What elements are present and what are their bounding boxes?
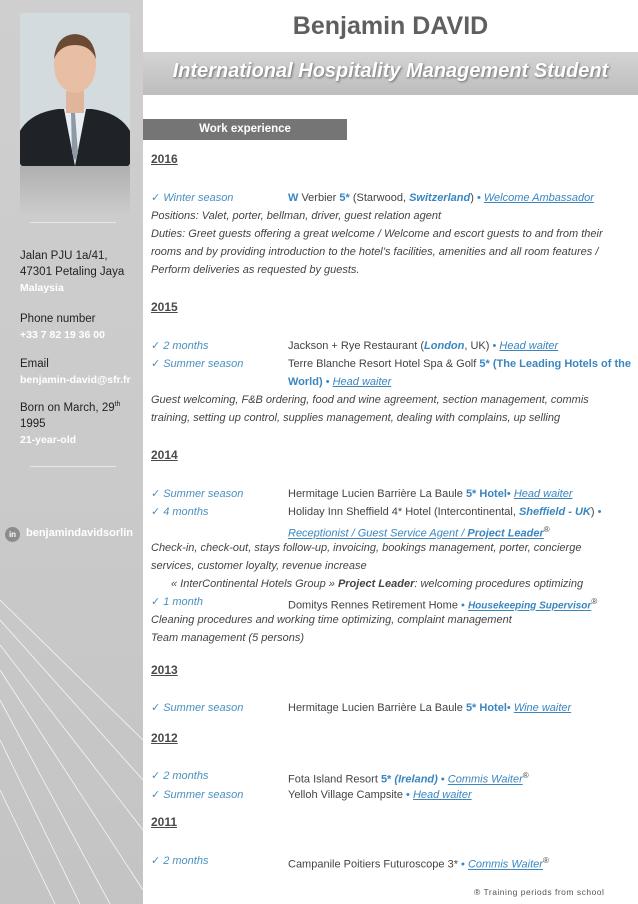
place-stars: 5*: [380, 773, 392, 786]
role-link-project-leader[interactable]: Project Leader: [467, 527, 544, 540]
place-detail: (Starwood,: [349, 192, 410, 204]
bullet-icon: •: [325, 376, 330, 388]
entry-period: [151, 503, 208, 521]
phone-block: [20, 311, 105, 343]
place-prefix: W: [288, 192, 299, 204]
entry-place: [288, 337, 631, 355]
check-icon: ✓: [151, 340, 161, 352]
entry-period: [151, 337, 208, 355]
year-2011: 2011: [151, 815, 178, 829]
role-link[interactable]: Head waiter: [332, 376, 392, 388]
place-city: London: [424, 340, 465, 352]
bullet-icon: •: [406, 789, 410, 801]
photo-reflection: [20, 166, 130, 216]
role-link[interactable]: Commis Waiter: [467, 858, 543, 871]
entry-place: [288, 355, 631, 391]
place-stars: 5* Hotel: [465, 702, 507, 714]
place-name: Campanile Poitiers Futuroscope 3*: [288, 858, 462, 871]
age: 21-year-old: [20, 433, 77, 446]
birth-date: [20, 397, 120, 416]
period-text: Summer season: [163, 488, 244, 500]
bullet-icon: •: [476, 192, 481, 204]
place-detail: (The Leading Hotels of the World): [288, 358, 631, 388]
birth-sup: th: [114, 401, 121, 408]
entry-period: [151, 786, 243, 804]
school-training-icon: ®: [591, 597, 598, 606]
role-link[interactable]: Welcome Ambassador: [483, 192, 594, 204]
bullet-icon: •: [440, 773, 445, 786]
entry-place: [288, 189, 631, 207]
address-line-2: 47301 Petaling Jaya: [20, 266, 125, 278]
check-icon: ✓: [151, 358, 161, 370]
role-link[interactable]: Head waiter: [412, 789, 472, 801]
role-link[interactable]: Housekeeping Supervisor: [467, 600, 592, 612]
candidate-name: Benjamin DAVID: [292, 12, 489, 40]
bullet-icon: •: [506, 488, 511, 500]
period-text: Summer season: [163, 702, 244, 714]
year-2015: 2015: [151, 300, 178, 314]
check-icon: ✓: [151, 596, 161, 608]
entry-description: Duties: Greet guests offering a great welcome / Welcome and escort guests to and from their rooms and by providing introduction to the hotel’s facilities, amenities and all room features / Perform deliveries as requested by guests.: [151, 228, 603, 276]
place-stars: 5* Hotel: [465, 488, 507, 500]
address-line-1: Jalan PJU 1a/41,: [20, 250, 108, 262]
entry-description: [171, 575, 638, 593]
place-stars: 5*: [339, 192, 350, 204]
email-value[interactable]: benjamin-david@sfr.fr: [20, 374, 131, 386]
address-block: [20, 248, 124, 296]
place-city: Sheffield - UK: [518, 506, 591, 518]
check-icon: ✓: [151, 488, 161, 500]
bullet-icon: •: [461, 858, 465, 871]
place-country: (Ireland): [391, 773, 441, 786]
place-name: Jackson + Rye Restaurant (: [288, 340, 425, 352]
year-2014: 2014: [151, 448, 178, 462]
period-text: Summer season: [163, 358, 244, 370]
entry-description: Team management (5 persons): [151, 632, 305, 644]
entry-period: [151, 355, 243, 373]
birth-text: Born on March, 29: [20, 401, 115, 414]
section-tab-work-experience: Work experience: [143, 119, 347, 140]
check-icon: ✓: [151, 770, 161, 782]
place-name: Hermitage Lucien Barrière La Baule: [288, 488, 466, 500]
bullet-icon: •: [461, 599, 465, 612]
divider: [30, 222, 116, 223]
place-country: Switzerland: [409, 192, 471, 204]
sidebar: [0, 0, 143, 904]
place-name: Hermitage Lucien Barrière La Baule: [288, 702, 466, 714]
bullet-icon: •: [597, 506, 602, 518]
entry-place: [288, 485, 631, 503]
bullet-icon: •: [492, 340, 497, 352]
school-training-icon: ®: [543, 525, 550, 534]
entry-description: Check-in, check-out, stays follow-up, invoicing, bookings management, porter, concierge services, customer loyalty, revenue increase: [151, 542, 582, 572]
school-training-icon: ®: [542, 856, 549, 865]
role-link[interactable]: Receptionist / Guest Service Agent /: [288, 527, 468, 540]
year-2013: 2013: [151, 663, 178, 677]
entry-period: [151, 189, 233, 207]
role-link[interactable]: Head waiter: [513, 488, 573, 500]
period-text: 4 months: [163, 506, 209, 518]
place-name: Holiday Inn Sheffield 4* Hotel (Intercontinental,: [288, 506, 519, 518]
linkedin-icon[interactable]: in: [5, 527, 20, 542]
place-name: Domitys Rennes Retirement Home: [288, 599, 462, 612]
role-link[interactable]: Wine waiter: [513, 702, 572, 714]
candidate-title: International Hospitality Management Student: [172, 60, 609, 82]
birth-year: 1995: [20, 417, 46, 430]
desc-bold: Project Leader: [337, 578, 415, 590]
entry-period: [151, 767, 208, 785]
desc-prefix: « InterContinental Hotels Group »: [171, 578, 338, 590]
phone-value: +33 7 82 19 36 00: [20, 329, 105, 341]
email-label: Email: [20, 358, 49, 370]
email-block: [20, 356, 131, 388]
bullet-icon: •: [506, 702, 511, 714]
profile-photo: [20, 13, 130, 166]
place-name: Terre Blanche Resort Hotel Spa & Golf: [288, 358, 480, 370]
school-training-icon: ®: [474, 887, 481, 897]
entry-place: [288, 503, 631, 543]
footer-text: Training periods from school: [483, 887, 605, 897]
period-text: Winter season: [163, 192, 234, 204]
check-icon: ✓: [151, 192, 161, 204]
address-country: Malaysia: [20, 282, 64, 294]
phone-label: Phone number: [20, 313, 96, 325]
period-text: 2 months: [163, 855, 209, 867]
entry-description: Cleaning procedures and working time optimizing, complaint management: [151, 614, 512, 626]
decorative-lines: [0, 590, 143, 904]
check-icon: ✓: [151, 855, 161, 867]
desc-suffix: : welcoming procedures optimizing: [414, 578, 584, 590]
period-text: Summer season: [163, 789, 244, 801]
entry-place: [288, 852, 631, 874]
period-text: 2 months: [163, 770, 209, 782]
place-detail-close: ): [470, 192, 477, 204]
place-stars: 5*: [479, 358, 490, 370]
place-name: Yelloh Village Campsite: [288, 789, 407, 801]
year-2012: 2012: [151, 731, 178, 745]
period-text: 2 months: [163, 340, 209, 352]
entry-period: [151, 699, 243, 717]
place-name: Verbier: [298, 192, 340, 204]
person-portrait-icon: [20, 13, 130, 166]
linkedin-username[interactable]: benjamindavidsorlin: [26, 527, 133, 539]
year-2016: 2016: [151, 152, 178, 166]
period-text: 1 month: [163, 596, 203, 608]
place-detail: ): [590, 506, 598, 518]
footer-legend: [474, 887, 604, 897]
birth-block: [20, 397, 120, 448]
role-link[interactable]: Commis Waiter: [447, 773, 523, 786]
place-name: Fota Island Resort: [288, 773, 381, 786]
entry-place: [288, 786, 631, 804]
entry-period: [151, 852, 208, 870]
place-detail: , UK): [464, 340, 493, 352]
entry-period: [151, 485, 243, 503]
school-training-icon: ®: [522, 771, 529, 780]
entry-place: [288, 699, 631, 717]
role-link[interactable]: Head waiter: [499, 340, 559, 352]
divider: [30, 466, 116, 467]
entry-period: [151, 593, 203, 611]
entry-description: Positions: Valet, porter, bellman, driver, guest relation agent: [151, 210, 442, 222]
check-icon: ✓: [151, 789, 161, 801]
check-icon: ✓: [151, 702, 161, 714]
entry-description: Guest welcoming, F&B ordering, food and wine agreement, section management, commis training, setting up control, supplies management, dealing with complains, up selling: [151, 394, 589, 424]
check-icon: ✓: [151, 506, 161, 518]
